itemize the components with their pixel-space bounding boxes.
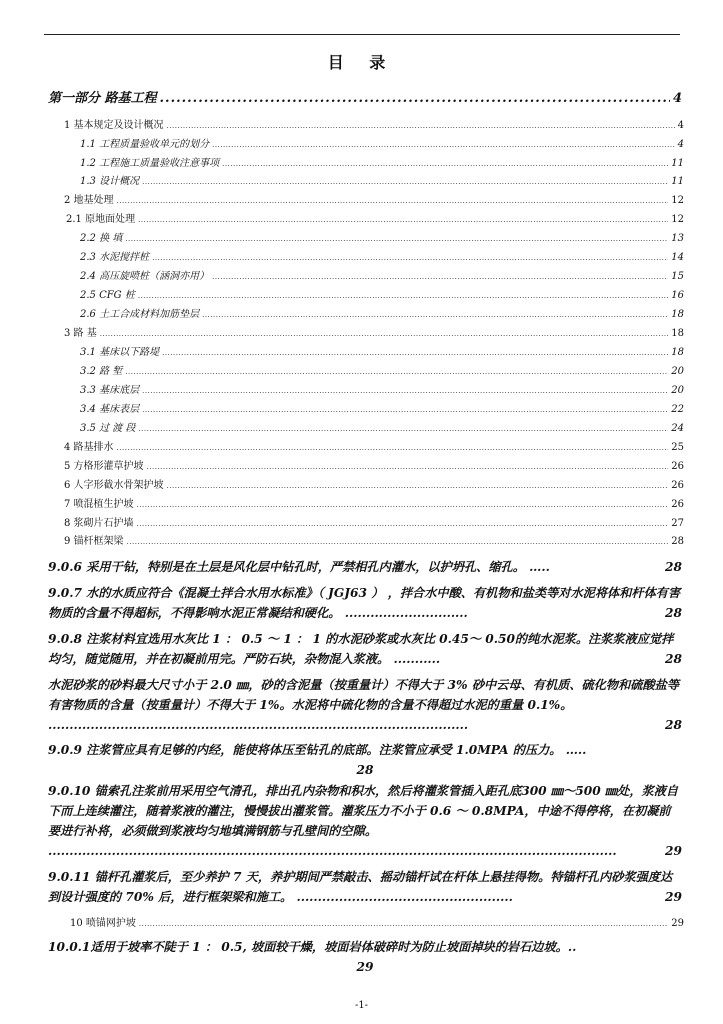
toc-entry-page: 27 xyxy=(671,518,684,529)
toc-entry[interactable] xyxy=(64,191,684,206)
toc-entry-text: 6 人字形截水骨架护坡 xyxy=(64,480,164,491)
toc-entry-text: 8 浆砌片石护墙 xyxy=(64,518,134,529)
paragraph-sand-spec xyxy=(48,675,682,735)
toc-entry-text: 2.3 水泥搅拌桩 xyxy=(80,252,150,263)
paragraph-9-0-6 xyxy=(48,557,682,577)
toc-entry-page: 20 xyxy=(671,366,684,377)
toc-entry-page: 26 xyxy=(671,499,684,510)
toc-entry[interactable] xyxy=(80,419,684,434)
toc-entry[interactable] xyxy=(80,305,684,320)
toc-part-1[interactable] xyxy=(48,87,682,106)
toc-entry[interactable] xyxy=(80,248,684,263)
toc-entry-page: 26 xyxy=(671,480,684,491)
toc-entry-text: 3.5 过 渡 段 xyxy=(80,423,136,434)
paragraph-9-0-8 xyxy=(48,629,682,669)
toc-entry[interactable] xyxy=(80,135,684,150)
toc-entry-text: 3.3 基床底层 xyxy=(80,385,140,396)
toc-entry[interactable] xyxy=(80,229,684,244)
paragraph-text: 9.0.9 注浆管应具有足够的内经，能使将体压至钻孔的底部。注浆管应承受 1.0MPA 的压力。 ….. xyxy=(48,743,587,757)
paragraph-9-0-7 xyxy=(48,583,682,623)
toc-entry-text: 2.6 土工合成材料加筋垫层 xyxy=(80,309,200,320)
paragraph-page: 29 xyxy=(356,960,374,974)
toc-entry[interactable] xyxy=(64,476,684,491)
toc-entry-text: 5 方格形灌草护坡 xyxy=(64,461,144,472)
paragraph-page: 28 xyxy=(356,763,374,777)
toc-entry-text: 9 锚杆框架梁 xyxy=(64,536,124,547)
toc-entry-text: 2.4 高压旋喷桩（涵洞亦用） xyxy=(80,271,210,282)
toc-entry[interactable] xyxy=(64,324,684,339)
toc-entry-page: 11 xyxy=(671,158,684,169)
toc-entry-page: 29 xyxy=(671,918,684,929)
toc-entry[interactable] xyxy=(80,286,684,301)
paragraph-page: 28 xyxy=(665,718,682,732)
page-number-footer: -1- xyxy=(354,1000,369,1011)
toc-entry-text: 3.4 基床表层 xyxy=(80,404,140,415)
toc-entry-text: 1 基本规定及设计概况 xyxy=(64,120,164,131)
toc-entry-text: 3.2 路 堑 xyxy=(80,366,123,377)
toc-entry-page: 22 xyxy=(671,404,684,415)
paragraph-page: 28 xyxy=(665,606,682,620)
toc-entry-10[interactable] xyxy=(70,914,684,929)
toc-entry[interactable] xyxy=(80,381,684,396)
toc-entry-text: 2.5 CFG 桩 xyxy=(80,290,135,301)
page-title: 目 录 xyxy=(327,53,396,72)
toc-entry[interactable] xyxy=(66,210,684,225)
paragraph-9-0-11 xyxy=(48,867,682,907)
toc-entry[interactable] xyxy=(64,514,684,529)
toc-entry[interactable] xyxy=(80,154,684,169)
toc-entry[interactable] xyxy=(64,495,684,510)
toc-entry-text: 2.2 换 填 xyxy=(80,233,123,244)
paragraph-page: 29 xyxy=(665,844,682,858)
toc-entry-page: 18 xyxy=(671,309,684,320)
paragraph-text: 9.0.6 采用干钻，特别是在土层是风化层中钻孔时，严禁相孔内灌水，以护坍孔、缩孔。 ….. xyxy=(48,560,550,574)
toc-entry[interactable] xyxy=(80,172,684,187)
toc-entry-page: 18 xyxy=(671,347,684,358)
toc-entry-page: 24 xyxy=(671,423,684,434)
toc-entry[interactable] xyxy=(64,457,684,472)
toc-entry-page: 20 xyxy=(671,385,684,396)
toc-entry[interactable] xyxy=(80,400,684,415)
paragraph-text: 9.0.10 锚索孔注浆前用采用空气清孔，排出孔内杂物和积水，然后将灌浆管插入距孔底300 ㎜～500 ㎜处，浆液自下而上连续灌注，随着浆液的灌注，慢慢拔出灌浆管。灌浆压力不小于 0.6 ～ 0.8MPA，中途不得停将，在初凝前要进行补将，必须做到浆液均匀地填满钢筋与孔壁间的空隙。 ...................................................................................................................................... xyxy=(48,784,679,858)
toc-entry-text: 第一部分 路基工程 xyxy=(48,91,157,106)
toc-entry-page: 12 xyxy=(671,214,684,225)
toc-entry-text: 1.3 设计概况 xyxy=(80,176,140,187)
paragraph-text: 9.0.8 注浆材料宜选用水灰比 1 ： 0.5 ～ 1 ： 1 的水泥砂浆或水灰比 0.45～ 0.50的纯水泥浆。注浆浆液应觉拌均匀，随觉随用，并在初凝前用完。严防石块，杂物混入浆液。 ........... xyxy=(48,632,674,666)
paragraph-10-0-1 xyxy=(48,937,682,977)
paragraph-text: 9.0.7 水的水质应符合《混凝土拌合水用水标准》（ JGJ63 ） ，拌合水中酸、有机物和盐类等对水泥将体和杆体有害物质的含量不得超标，不得影响水泥正常凝结和硬化。 ............................. xyxy=(48,586,681,620)
toc-entry-page: 15 xyxy=(671,271,684,282)
toc-entry[interactable] xyxy=(64,438,684,453)
toc-entry-text: 4 路基排水 xyxy=(64,442,114,453)
toc-entry-page: 4 xyxy=(672,91,682,106)
toc-entry-text: 7 喷混植生护坡 xyxy=(64,499,134,510)
toc-entry-text: 1.1 工程质量验收单元的划分 xyxy=(80,139,210,150)
toc-entry-page: 14 xyxy=(671,252,684,263)
toc-entry-page: 4 xyxy=(677,120,684,131)
header-rule xyxy=(44,34,680,35)
paragraph-page: 28 xyxy=(665,652,682,666)
toc-entry-page: 28 xyxy=(671,536,684,547)
paragraph-page: 29 xyxy=(665,890,682,904)
toc-entry-text: 3.1 基床以下路堤 xyxy=(80,347,160,358)
toc-entry[interactable] xyxy=(80,362,684,377)
toc-entry-text: 2 地基处理 xyxy=(64,195,114,206)
paragraph-9-0-10 xyxy=(48,781,682,861)
toc-entry-text: 2.1 原地面处理 xyxy=(66,214,136,225)
toc-entry-page: 18 xyxy=(671,328,684,339)
paragraph-text: 水泥砂浆的砂料最大尺寸小于 2.0 ㎜，砂的含泥量（按重量计）不得大于 3% 砂中云母、有机质、硫化物和硫酸盐等有害物质的含量（按重量计）不得大于 1%。水泥将中硫化物的含量不得超过水泥的重量 0.1%。 ................................................................................................... xyxy=(48,678,680,732)
toc-entry-page: 11 xyxy=(671,176,684,187)
paragraph-text: 10.0.1适用于坡率不陡于 1 ： 0.5, 坡面较干燥，坡面岩体破碎时为防止坡面掉块的岩石边坡。.. xyxy=(48,940,577,954)
toc-entry[interactable] xyxy=(80,343,684,358)
paragraph-text: 9.0.11 锚杆孔灌浆后，至少养护 7 天，养护期间严禁敲击、摇动锚杆试在杆体上悬挂得物。特锚杆孔内砂浆强度达到设计强度的 70% 后，进行框架梁和施工。 ................................................... xyxy=(48,870,673,904)
toc-entry-page: 13 xyxy=(671,233,684,244)
paragraph-9-0-9 xyxy=(48,740,682,780)
toc-entry-page: 4 xyxy=(677,139,684,150)
toc-entry-page: 12 xyxy=(671,195,684,206)
toc-entry-page: 26 xyxy=(671,461,684,472)
toc-entry[interactable] xyxy=(64,116,684,131)
toc-entry-text: 3 路 基 xyxy=(64,328,97,339)
toc-entry[interactable] xyxy=(80,267,684,282)
toc-entry-page: 16 xyxy=(671,290,684,301)
toc-entry-page: 25 xyxy=(671,442,684,453)
toc-entry[interactable] xyxy=(64,532,684,547)
toc-entry-text: 1.2 工程施工质量验收注意事项 xyxy=(80,158,220,169)
toc-entry-text: 10 喷锚网护坡 xyxy=(70,918,136,929)
paragraph-page: 28 xyxy=(665,560,682,574)
